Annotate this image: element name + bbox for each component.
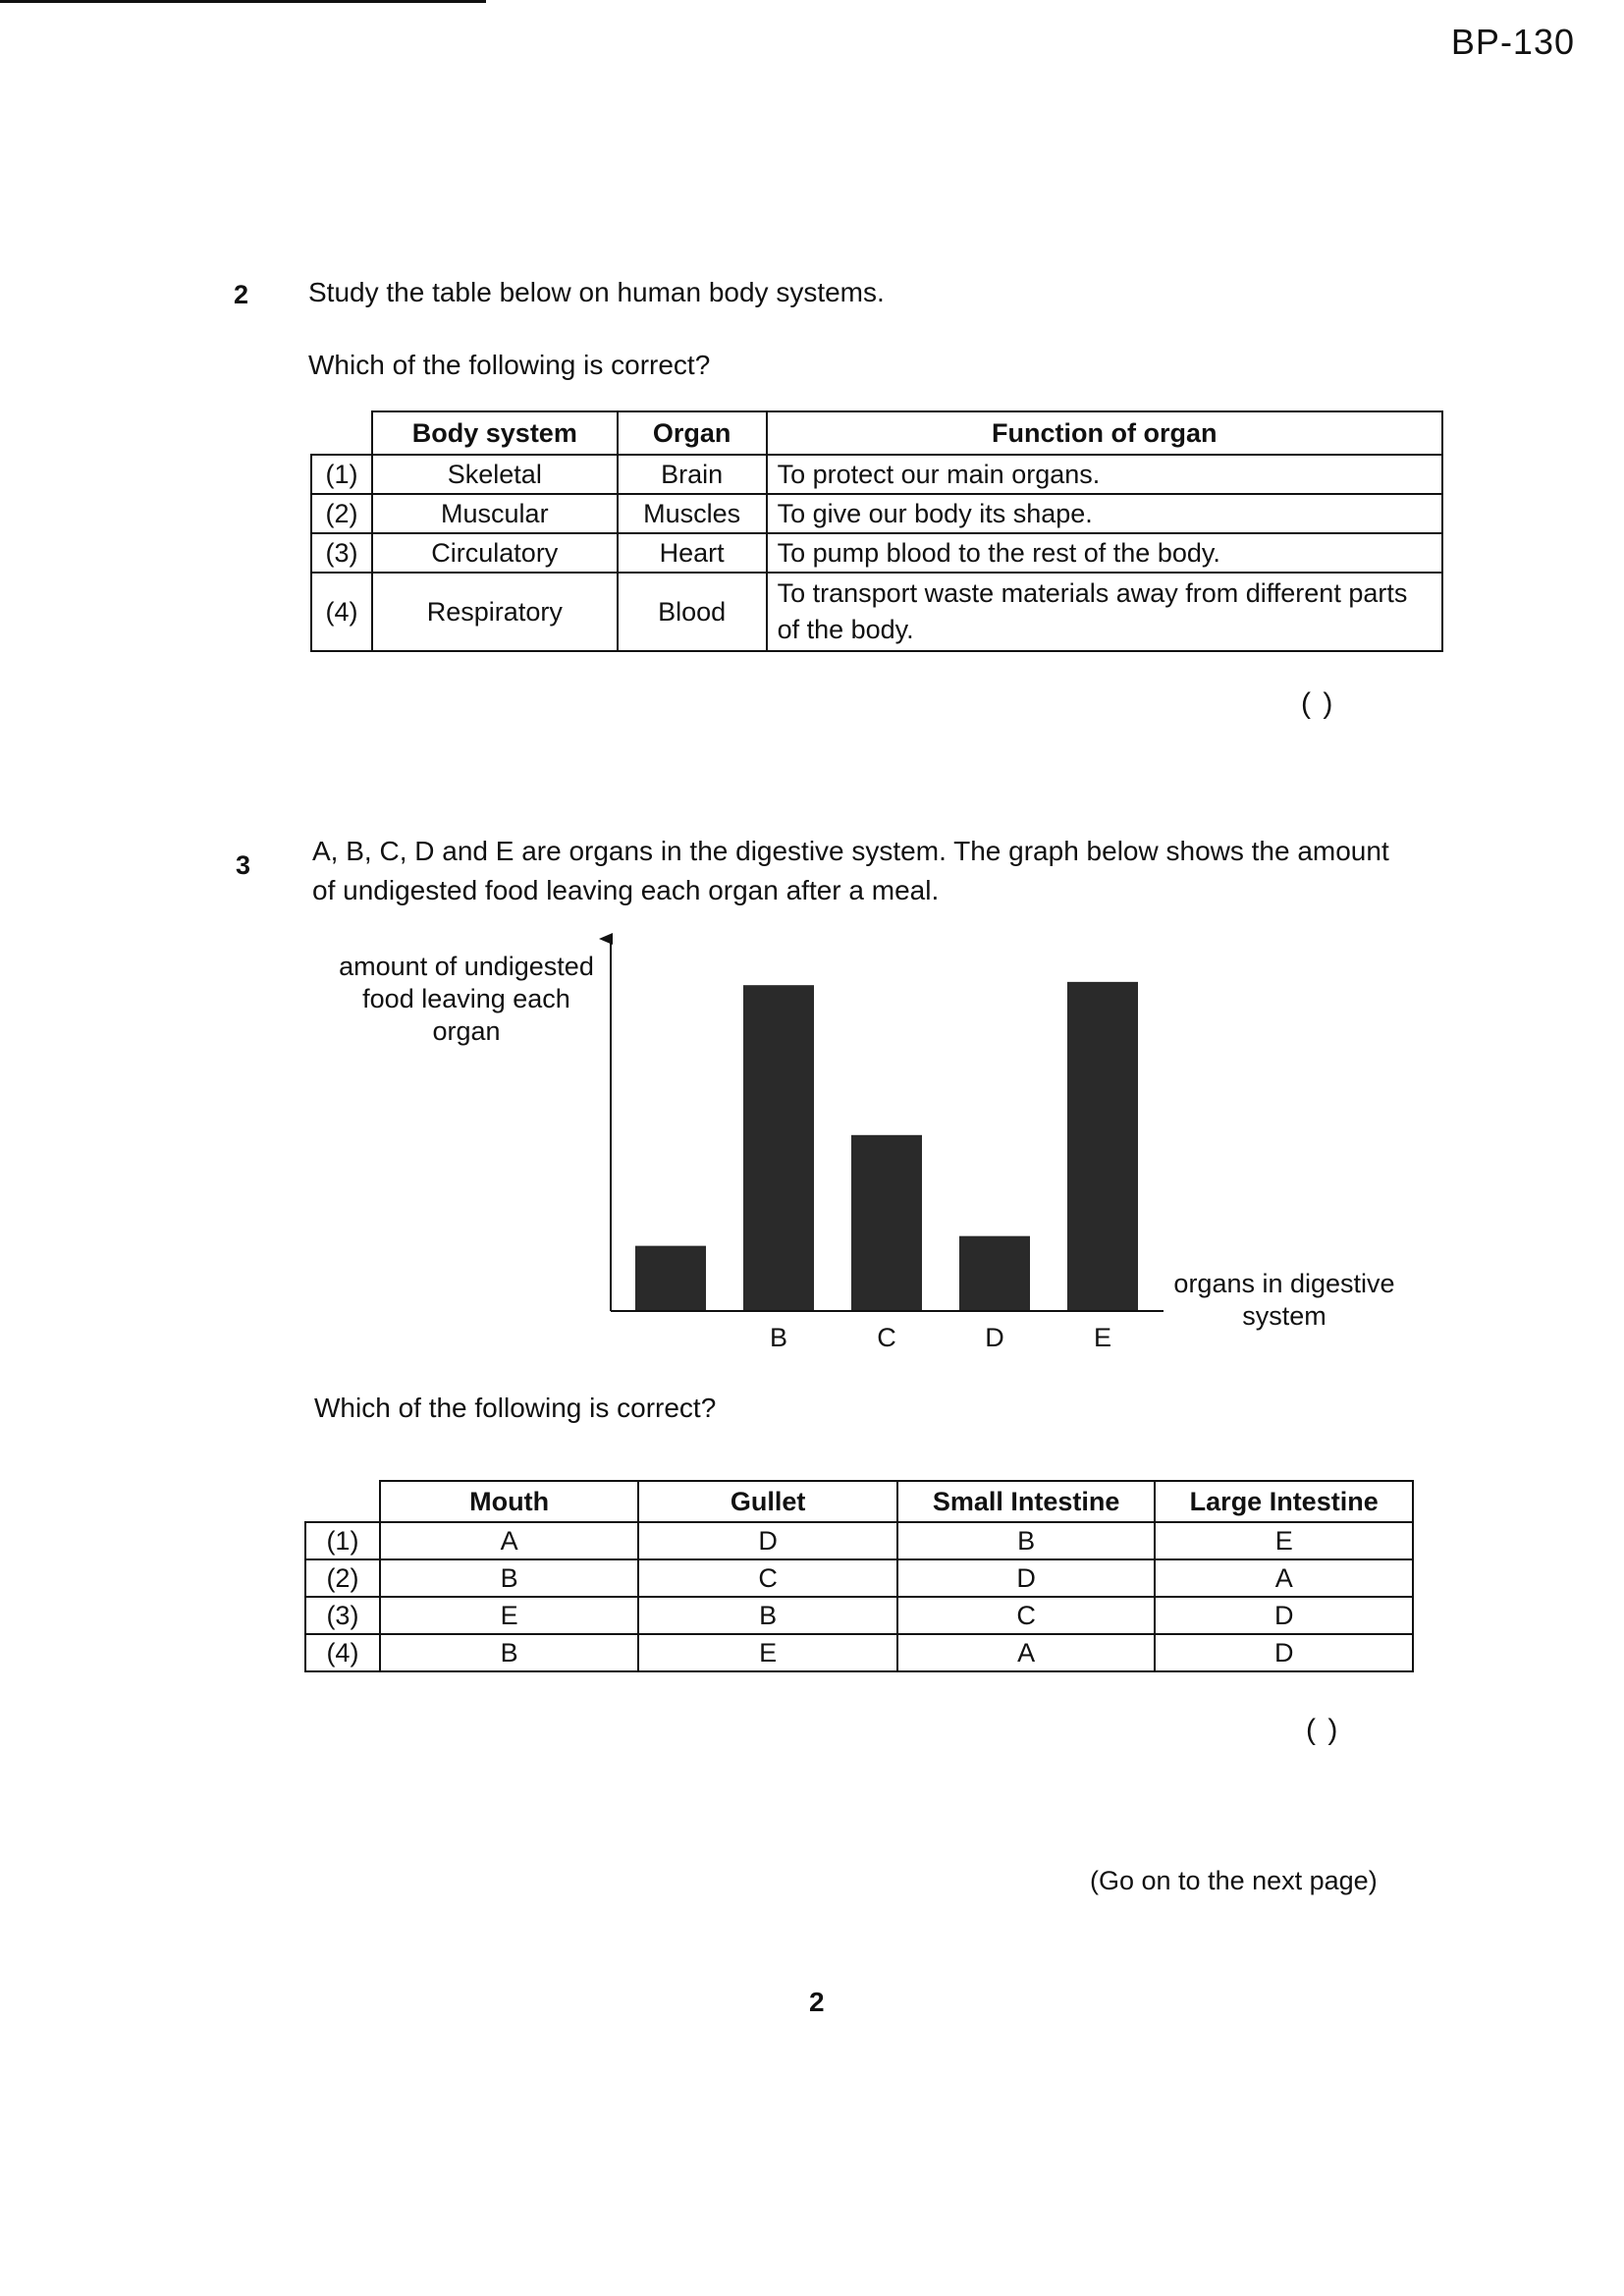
option-label: (1) (311, 455, 372, 494)
table-row (305, 1559, 1413, 1597)
table-header-row (305, 1481, 1413, 1522)
question-2-ask: Which of the following is correct? (308, 350, 711, 380)
cell-system: Respiratory (372, 573, 618, 651)
cell-function: To pump blood to the rest of the body. (767, 533, 1442, 573)
column-header: Mouth (380, 1481, 638, 1522)
cell-mouth: E (380, 1597, 638, 1634)
cell-system: Muscular (372, 494, 618, 533)
cell-small-intestine: D (897, 1559, 1156, 1597)
cell-system: Circulatory (372, 533, 618, 573)
tick-labels-layer (770, 1323, 1111, 1352)
question-3-prompt: A, B, C, D and E are organs in the digestive system. The graph below shows the amount of undigested food leaving each organ after a meal. (312, 836, 1389, 905)
option-label: (3) (311, 533, 372, 573)
cell-small-intestine: C (897, 1597, 1156, 1634)
cell-function: To give our body its shape. (767, 494, 1442, 533)
column-header: Large Intestine (1155, 1481, 1413, 1522)
cell-small-intestine: A (897, 1634, 1156, 1671)
column-header: Organ (618, 411, 767, 455)
tick-label-D: D (985, 1323, 1004, 1352)
option-label: (2) (311, 494, 372, 533)
option-label: (1) (305, 1522, 380, 1559)
question-2-number: 2 (234, 280, 249, 309)
go-on-note: (Go on to the next page) (1090, 1866, 1378, 1895)
table-row (311, 573, 1442, 651)
column-header: Gullet (638, 1481, 896, 1522)
question-3-number: 3 (236, 850, 251, 880)
answer-bracket-q3[interactable]: ( ) (1306, 1714, 1340, 1746)
cell-organ: Brain (618, 455, 767, 494)
body-systems-table (310, 410, 1443, 652)
option-label: (2) (305, 1559, 380, 1597)
cell-function: To protect our main organs. (767, 455, 1442, 494)
cell-large-intestine: D (1155, 1634, 1413, 1671)
table-row (305, 1634, 1413, 1671)
cell-large-intestine: E (1155, 1522, 1413, 1559)
x-axis-label: organs in digestive system (1173, 1269, 1395, 1331)
table-row (311, 455, 1442, 494)
column-header: Body system (372, 411, 618, 455)
cell-gullet: B (638, 1597, 896, 1634)
cell-gullet: E (638, 1634, 896, 1671)
bar-B (743, 985, 814, 1311)
option-label: (4) (305, 1634, 380, 1671)
cell-mouth: B (380, 1559, 638, 1597)
cell-small-intestine: B (897, 1522, 1156, 1559)
question-3-ask: Which of the following is correct? (314, 1393, 717, 1423)
cell-gullet: D (638, 1522, 896, 1559)
paper-code: BP-130 (1450, 22, 1575, 62)
digestive-organs-table (304, 1480, 1414, 1672)
cell-system: Skeletal (372, 455, 618, 494)
cell-organ: Heart (618, 533, 767, 573)
option-label: (4) (311, 573, 372, 651)
tick-label-E: E (1093, 1323, 1112, 1352)
cell-gullet: C (638, 1559, 896, 1597)
answer-bracket-q2[interactable]: ( ) (1301, 687, 1335, 720)
tick-label-B: B (769, 1323, 788, 1352)
y-axis-label: amount of undigested food leaving each organ (339, 952, 594, 1046)
cell-mouth: A (380, 1522, 638, 1559)
table-corner (305, 1481, 380, 1522)
cell-function: To transport waste materials away from different parts of the body. (767, 573, 1442, 651)
bar-A (635, 1246, 706, 1311)
bar-C (851, 1135, 922, 1311)
cell-mouth: B (380, 1634, 638, 1671)
table-header-row (311, 411, 1442, 455)
cell-large-intestine: A (1155, 1559, 1413, 1597)
column-header: Small Intestine (897, 1481, 1156, 1522)
bars-layer (635, 982, 1138, 1311)
page-number: 2 (809, 1987, 825, 2017)
cell-organ: Muscles (618, 494, 767, 533)
bar-D (959, 1236, 1030, 1311)
column-header: Function of organ (767, 411, 1442, 455)
option-label: (3) (305, 1597, 380, 1634)
tick-label-C: C (877, 1323, 896, 1352)
table-corner (311, 411, 372, 455)
table-row (305, 1522, 1413, 1559)
bar-E (1067, 982, 1138, 1311)
table-row (311, 533, 1442, 573)
table-row (311, 494, 1442, 533)
question-2-prompt: Study the table below on human body systems. (308, 277, 885, 307)
table-row (305, 1597, 1413, 1634)
cell-organ: Blood (618, 573, 767, 651)
cell-large-intestine: D (1155, 1597, 1413, 1634)
undigested-food-bar-chart (589, 933, 1168, 1355)
top-rule (0, 0, 486, 3)
